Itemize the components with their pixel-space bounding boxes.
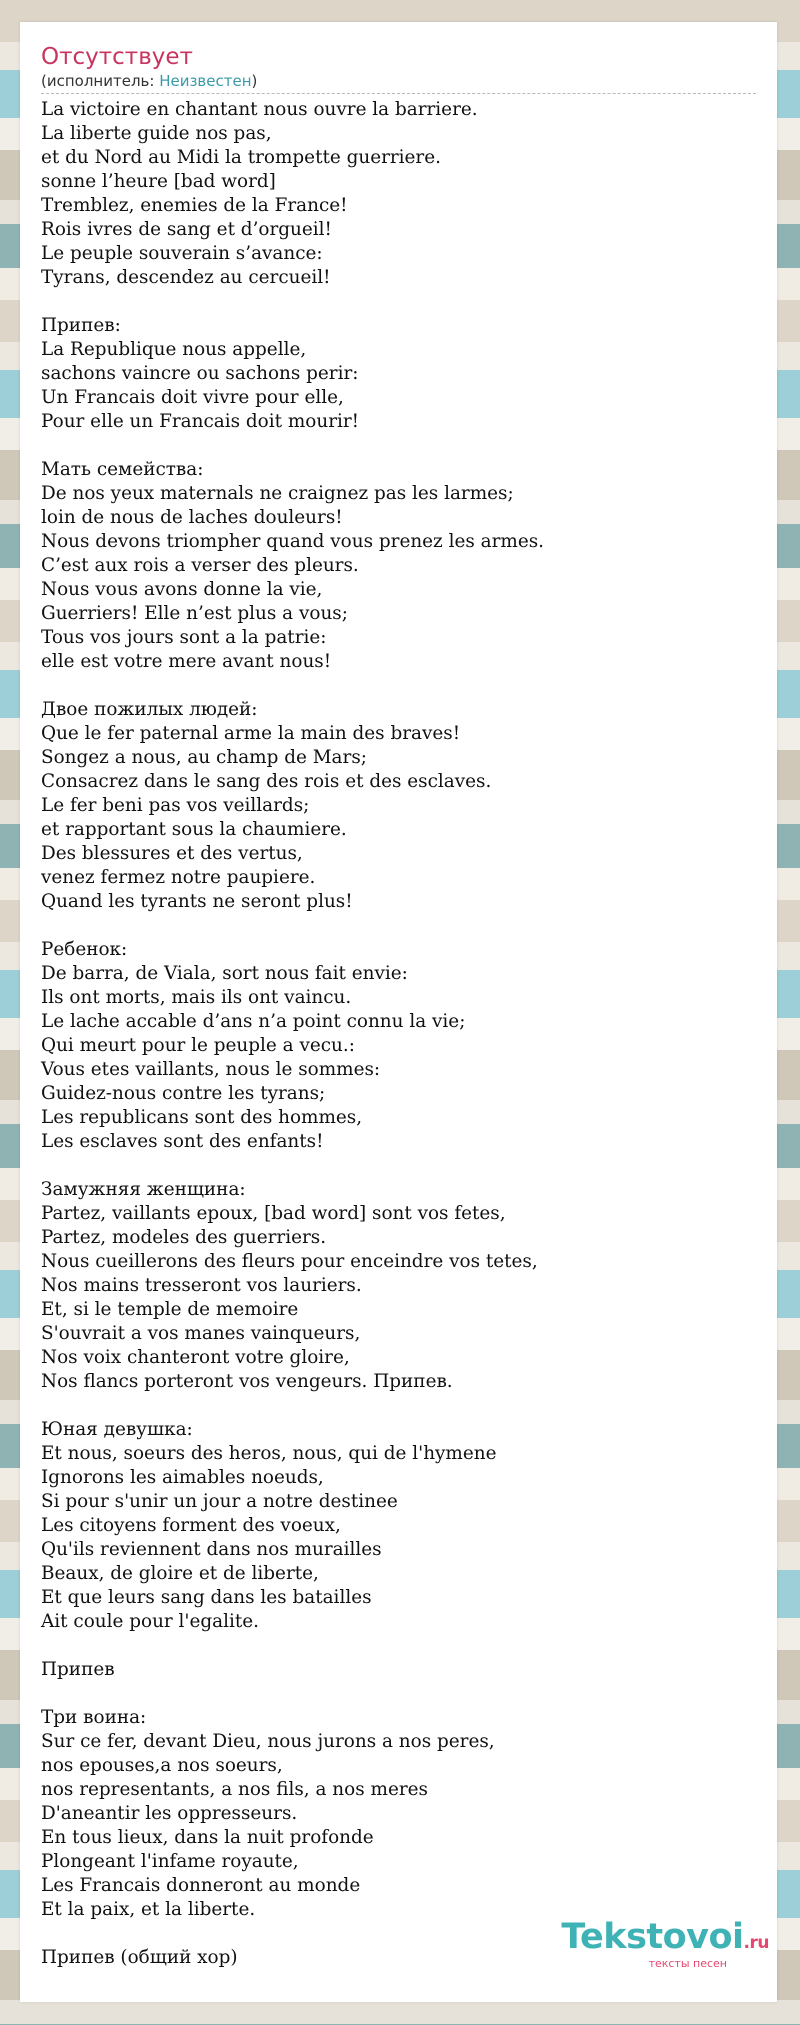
logo-tagline: тексты песен (648, 1957, 727, 1970)
lyrics-card (20, 22, 777, 2002)
performer-suffix: ) (251, 72, 258, 90)
logo-name: Tekstovoi (561, 1917, 744, 1957)
performer-link[interactable]: Неизвестен (159, 72, 252, 90)
performer-prefix: (исполнитель: (41, 72, 160, 90)
performer-line (41, 72, 756, 94)
song-title: Отсутствует (41, 44, 193, 70)
logo-domain: .ru (743, 1933, 769, 1953)
logo-wordmark (561, 1919, 769, 1961)
lyrics-text: La victoire en chantant nous ouvre la barriere. La liberte guide nos pas, et du Nord au Midi la trompette guerriere. sonne l’heure [bad word] Tremblez, enemies de la France! Rois ivres de sang et d’orgueil! Le peuple souverain s’avance: Tyrans, descendez au cercueil! Припев: La Republique nous appelle, sachons vaincre ou sachons perir: Un Francais doit vivre pour elle, Pour elle un Francais doit mourir! Мать семейства: De nos yeux maternals ne craignez pas les larmes; loin de nous de laches douleurs! Nous devons triompher quand vous prenez les armes. C’est aux rois a verser des pleurs. Nous vous avons donne la vie, Guerriers! Elle n’est plus a vous; Tous vos jours sont a la patrie: elle est votre mere avant nous! Двое пожилых людей: Que le fer paternal arme la main des braves! Songez a nous, au champ de Mars; Consacrez dans le sang des rois et des esclaves. Le fer beni pas vos veillards; et rapportant sous la chaumiere. Des blessures et des vertus, venez fermez notre paupiere. Quand les tyrants ne seront plus! Ребенок: De barra, de Viala, sort nous fait envie: Ils ont morts, mais ils ont vaincu. Le lache accable d’ans n’a point connu la vie; Qui meurt pour le peuple a vecu.: Vous etes vaillants, nous le sommes: Guidez-nous contre les tyrans; Les republicans sont des hommes, Les esclaves sont des enfants! Замужняя женщина: Partez, vaillants epoux, [bad word] sont vos fetes, Partez, modeles des guerriers. Nous cueillerons des fleurs pour enceindre vos tetes, Nos mains tresseront vos lauriers. Et, si le temple de memoire S'ouvrait a vos manes vainqueurs, Nos voix chanteront votre gloire, Nos flancs porteront vos vengeurs. Припев. Юная девушка: Et nous, soeurs des heros, nous, qui de l'hymene Ignorons les aimables noeuds, Si pour s'unir un jour a notre destinee Les citoyens forment des voeux, Qu'ils reviennent dans nos murailles Beaux, de gloire et de liberte, Et que leurs sang dans les batailles Ait coule pour l'egalite. Припев Три воина: Sur ce fer, devant Dieu, nous jurons a nos peres, nos epouses,a nos soeurs, nos representants, a nos fils, a nos meres D'aneantir les oppresseurs. En tous lieux, dans la nuit profonde Plongeant l'infame royaute, Les Francais donneront au monde Et la paix, et la liberte. Припев (общий хор) (41, 99, 545, 1968)
site-logo[interactable] (561, 1919, 769, 1970)
